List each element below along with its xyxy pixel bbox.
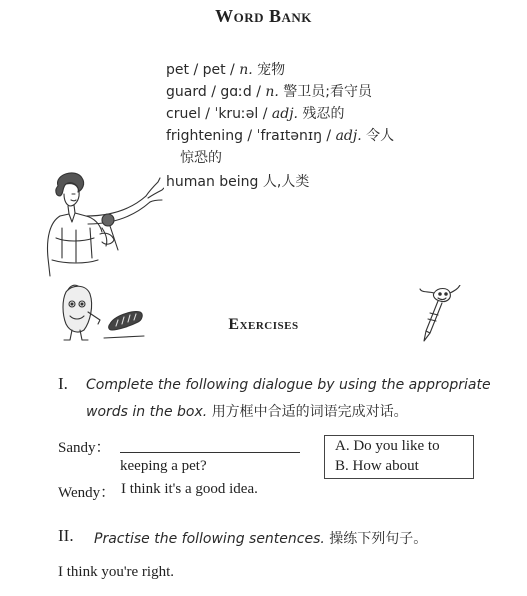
vocab-entry-guard xyxy=(166,82,372,102)
speaker-sandy: Sandy： xyxy=(58,440,111,456)
part-one-instruction-en: words in the box. xyxy=(86,404,208,420)
practice-sentence: I think you're right. xyxy=(58,564,175,580)
pencil-character-illustration xyxy=(416,285,462,343)
part-one-numeral: I. xyxy=(58,374,68,393)
cartoon-character-illustration xyxy=(58,282,148,344)
vocab-entry-pet xyxy=(166,60,285,80)
part-two-instruction-cn: 操练下列句子。 xyxy=(329,531,428,547)
woman-speaker-illustration xyxy=(36,168,164,280)
exercises-title: Exercises xyxy=(228,316,299,333)
options-box xyxy=(324,435,474,479)
vocab-phonetic: / pet / xyxy=(193,62,235,78)
vocab-meaning: 残忍的 xyxy=(302,106,345,122)
wendy-line: I think it's a good idea. xyxy=(121,481,258,497)
vocab-pos: adj. xyxy=(271,106,298,122)
part-two-instruction xyxy=(94,528,427,548)
vocab-entry-cruel xyxy=(166,104,344,124)
option-a[interactable]: A. Do you like to xyxy=(335,438,440,454)
vocab-phonetic: / gɑːd / xyxy=(211,84,261,100)
vocab-pos: n. xyxy=(239,62,253,78)
vocab-word: human being xyxy=(166,174,259,190)
answer-blank-line[interactable] xyxy=(120,452,300,453)
vocab-word: pet xyxy=(166,62,189,78)
vocab-meaning-continued: 惊恐的 xyxy=(180,150,222,166)
vocab-pos: n. xyxy=(265,84,279,100)
vocab-meaning: 令人 xyxy=(366,128,395,144)
part-one-instruction-line1: Complete the following dialogue by using the appropriate xyxy=(86,377,491,393)
vocab-pos: adj. xyxy=(335,128,362,144)
sandy-line-continued: keeping a pet? xyxy=(120,458,207,474)
word-bank-title: Word Bank xyxy=(215,6,312,26)
vocab-entry-human-being xyxy=(166,172,309,192)
part-one-instruction-cn: 用方框中合适的词语完成对话。 xyxy=(211,404,408,420)
vocab-meaning: 人,人类 xyxy=(262,174,310,190)
vocab-word: frightening xyxy=(166,128,243,144)
vocab-word: cruel xyxy=(166,106,201,122)
speaker-wendy: Wendy： xyxy=(58,485,116,501)
part-two-numeral: II. xyxy=(58,526,74,545)
option-b[interactable]: B. How about xyxy=(335,458,419,474)
part-one-instruction-line2 xyxy=(86,401,408,421)
vocab-entry-frightening xyxy=(166,126,394,146)
vocab-meaning: 警卫员;看守员 xyxy=(283,84,373,100)
vocab-phonetic: / ˈfraɪtənɪŋ / xyxy=(247,128,332,144)
vocab-meaning: 宠物 xyxy=(257,62,286,78)
vocab-word: guard xyxy=(166,84,207,100)
vocab-phonetic: / ˈkruːəl / xyxy=(205,106,268,122)
part-two-instruction-en: Practise the following sentences. xyxy=(94,531,325,547)
